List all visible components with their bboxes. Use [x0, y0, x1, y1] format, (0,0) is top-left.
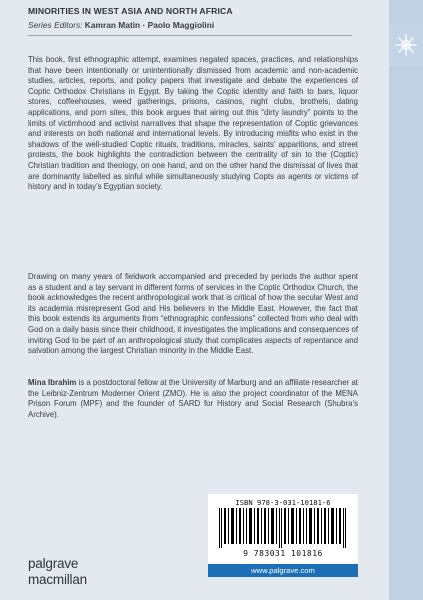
blurb-paragraph-1: This book, first ethnographic attempt, examines negated spaces, practices, and relationships that have been intentionally or unintentionally dismissed from academic and non-academic studies, articles, reports, and policy papers that investigate and debate the experiences of Coptic Orthodox Christians in Egypt. By taking the Coptic identity and faith to bars, liquor stores, coffeehouses, weed gatherings, prisons, casinos, night clubs, brothels, dating applications, and porn sites, this book argues that airing out this “dirty laundry” points to the limits of victimhood and activist narratives that shape the representation of Coptic grievances and interests on both national and international levels. By introducing misfits who exist in the shadows of the well-studied Coptic rituals, traditions, miracles, saints’ apparitions, and street protests, the book highlights the contradiction between the centrality of sin to the (Coptic) Christian tradition and theology, on one hand, and on the other hand the dismissal of lives that are dominantly labelled as sinful while simultaneously studying Copts as agents or victims of history and in today’s Egyptian society.: [28, 55, 358, 192]
author-bio-text: is a postdoctoral fellow at the University of Marburg and an affiliate researcher at the Leibniz-Zentrum Moderner Orient (ZMO). He is also the project coordinator of the MENA Prison Forum (MPF) and the founder of SARD for History and Social Research (Shubra’s Archive).: [28, 378, 358, 419]
barcode-digits: 9 783031 101816: [243, 549, 323, 558]
isbn-barcode: [208, 494, 358, 564]
side-color-strip: [389, 0, 423, 600]
header-divider: [28, 35, 352, 36]
author-name: Mina Ibrahim: [28, 378, 77, 387]
series-editors-label: Series Editors:: [28, 20, 83, 30]
series-editors: [28, 20, 214, 30]
publisher-url[interactable]: www.palgrave.com: [208, 564, 358, 577]
author-bio: [28, 378, 358, 420]
publisher-logo: [389, 24, 423, 66]
barcode-bars: [217, 508, 349, 548]
blurb-paragraph-2: Drawing on many years of fieldwork accompanied and preceded by periods the author spent as a student and a lay servant in different forms of services in the Coptic Orthodox Church, the book acknowledges the recent anthropological work that is critical of how the secular West and its academia misrepresent God and His believers in the Middle East. However, the fact that this book extends its arguments from “ethnographic confessions” collected from who deal with God on a daily basis since their childhood, it investigates the implications and consequences of inviting God to be part of an anthropological study that complicates aspects of repentance and salvation among the largest Christian minority in the Middle East.: [28, 272, 358, 356]
publisher-name-line-1: palgrave: [28, 556, 79, 571]
publisher-name-line-2: macmillan: [28, 572, 87, 587]
isbn-label: ISBN 978-3-031-10181-6: [235, 498, 331, 507]
palgrave-star-icon: [394, 33, 418, 57]
series-title: MINORITIES IN WEST ASIA AND NORTH AFRICA: [28, 6, 233, 16]
series-editors-names: Kamran Matin · Paolo Maggiolini: [84, 20, 215, 30]
